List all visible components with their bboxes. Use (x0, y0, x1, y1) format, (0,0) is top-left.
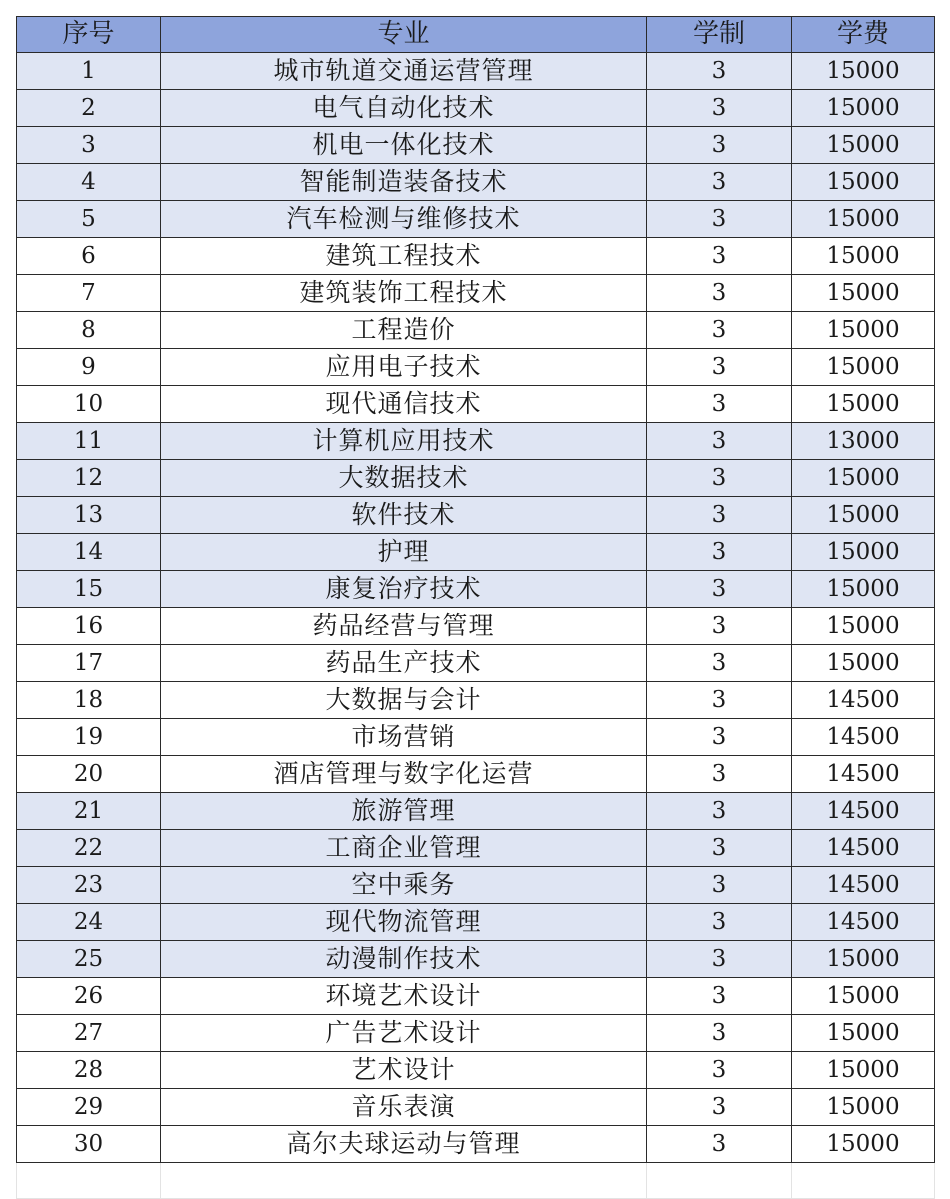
cell-major: 大数据与会计 (161, 682, 647, 719)
cell-major: 机电一体化技术 (161, 127, 647, 164)
cell-duration: 3 (647, 1089, 792, 1126)
header-major: 专业 (161, 17, 647, 53)
cell-tuition: 15000 (792, 1052, 935, 1089)
table-row (17, 90, 935, 127)
table-row (17, 978, 935, 1015)
cell-serial-number: 24 (17, 904, 161, 941)
cell-tuition: 14500 (792, 793, 935, 830)
cell-major: 建筑工程技术 (161, 238, 647, 275)
cell-duration: 3 (647, 645, 792, 682)
cell-tuition: 15000 (792, 978, 935, 1015)
cell-major: 应用电子技术 (161, 349, 647, 386)
cell-duration: 3 (647, 941, 792, 978)
cell-serial-number: 18 (17, 682, 161, 719)
cell-major: 大数据技术 (161, 460, 647, 497)
cell-tuition: 15000 (792, 645, 935, 682)
cell-serial-number: 4 (17, 164, 161, 201)
cell-serial-number: 17 (17, 645, 161, 682)
cell-major: 药品生产技术 (161, 645, 647, 682)
table-row (17, 534, 935, 571)
cell-serial-number: 12 (17, 460, 161, 497)
cell-major: 护理 (161, 534, 647, 571)
cell-duration: 3 (647, 349, 792, 386)
cell-tuition: 15000 (792, 238, 935, 275)
cell-tuition: 15000 (792, 608, 935, 645)
table-row (17, 904, 935, 941)
cell-major: 广告艺术设计 (161, 1015, 647, 1052)
cell-tuition: 14500 (792, 682, 935, 719)
cell-serial-number: 13 (17, 497, 161, 534)
cell-duration: 3 (647, 867, 792, 904)
header-serial-number: 序号 (17, 17, 161, 53)
table-row (17, 201, 935, 238)
cell-serial-number: 1 (17, 53, 161, 90)
cell-duration: 3 (647, 238, 792, 275)
tuition-table-sheet (16, 16, 934, 1199)
cell-serial-number: 21 (17, 793, 161, 830)
cell-tuition: 15000 (792, 312, 935, 349)
cell-major: 工程造价 (161, 312, 647, 349)
cell-duration: 3 (647, 756, 792, 793)
cell-tuition: 15000 (792, 201, 935, 238)
cell-serial-number: 29 (17, 1089, 161, 1126)
cell-serial-number: 20 (17, 756, 161, 793)
table-row (17, 867, 935, 904)
cell-duration: 3 (647, 571, 792, 608)
cell-serial-number: 25 (17, 941, 161, 978)
table-row (17, 423, 935, 460)
table-header-row (17, 17, 935, 53)
cell-major: 现代通信技术 (161, 386, 647, 423)
cell-tuition: 15000 (792, 164, 935, 201)
cell-duration: 3 (647, 127, 792, 164)
table-body (17, 53, 935, 1199)
empty-cell (792, 1163, 935, 1199)
table-row (17, 460, 935, 497)
table-row (17, 275, 935, 312)
cell-serial-number: 28 (17, 1052, 161, 1089)
cell-duration: 3 (647, 608, 792, 645)
cell-major: 城市轨道交通运营管理 (161, 53, 647, 90)
cell-tuition: 14500 (792, 867, 935, 904)
table-row (17, 164, 935, 201)
cell-major: 空中乘务 (161, 867, 647, 904)
cell-serial-number: 14 (17, 534, 161, 571)
cell-duration: 3 (647, 830, 792, 867)
cell-tuition: 15000 (792, 386, 935, 423)
cell-tuition: 15000 (792, 1015, 935, 1052)
empty-cell (647, 1163, 792, 1199)
empty-row (17, 1163, 935, 1199)
table-row (17, 830, 935, 867)
cell-duration: 3 (647, 1052, 792, 1089)
table-row (17, 719, 935, 756)
cell-tuition: 15000 (792, 1126, 935, 1163)
table-row (17, 1015, 935, 1052)
cell-major: 电气自动化技术 (161, 90, 647, 127)
cell-major: 建筑装饰工程技术 (161, 275, 647, 312)
cell-serial-number: 9 (17, 349, 161, 386)
cell-duration: 3 (647, 719, 792, 756)
cell-serial-number: 16 (17, 608, 161, 645)
cell-major: 工商企业管理 (161, 830, 647, 867)
cell-tuition: 14500 (792, 830, 935, 867)
tuition-table (16, 16, 935, 1199)
cell-duration: 3 (647, 386, 792, 423)
table-row (17, 53, 935, 90)
cell-serial-number: 8 (17, 312, 161, 349)
table-row (17, 349, 935, 386)
table-row (17, 941, 935, 978)
cell-tuition: 13000 (792, 423, 935, 460)
table-row (17, 571, 935, 608)
table-row (17, 1052, 935, 1089)
cell-duration: 3 (647, 201, 792, 238)
table-row (17, 127, 935, 164)
cell-tuition: 15000 (792, 90, 935, 127)
cell-duration: 3 (647, 164, 792, 201)
cell-tuition: 15000 (792, 53, 935, 90)
cell-serial-number: 22 (17, 830, 161, 867)
cell-serial-number: 15 (17, 571, 161, 608)
cell-major: 现代物流管理 (161, 904, 647, 941)
table-row (17, 1126, 935, 1163)
table-row (17, 608, 935, 645)
cell-serial-number: 6 (17, 238, 161, 275)
table-row (17, 793, 935, 830)
table-row (17, 645, 935, 682)
header-duration: 学制 (647, 17, 792, 53)
cell-tuition: 15000 (792, 941, 935, 978)
cell-serial-number: 11 (17, 423, 161, 460)
table-row (17, 1089, 935, 1126)
table-row (17, 497, 935, 534)
cell-major: 康复治疗技术 (161, 571, 647, 608)
cell-tuition: 15000 (792, 534, 935, 571)
cell-major: 计算机应用技术 (161, 423, 647, 460)
cell-duration: 3 (647, 1126, 792, 1163)
cell-duration: 3 (647, 534, 792, 571)
cell-serial-number: 26 (17, 978, 161, 1015)
header-tuition: 学费 (792, 17, 935, 53)
cell-duration: 3 (647, 53, 792, 90)
cell-major: 汽车检测与维修技术 (161, 201, 647, 238)
cell-duration: 3 (647, 423, 792, 460)
cell-serial-number: 27 (17, 1015, 161, 1052)
cell-tuition: 15000 (792, 127, 935, 164)
cell-major: 动漫制作技术 (161, 941, 647, 978)
cell-tuition: 15000 (792, 460, 935, 497)
cell-tuition: 14500 (792, 904, 935, 941)
cell-duration: 3 (647, 978, 792, 1015)
cell-tuition: 15000 (792, 275, 935, 312)
cell-major: 智能制造装备技术 (161, 164, 647, 201)
cell-major: 市场营销 (161, 719, 647, 756)
cell-serial-number: 5 (17, 201, 161, 238)
cell-major: 旅游管理 (161, 793, 647, 830)
cell-tuition: 15000 (792, 571, 935, 608)
cell-tuition: 15000 (792, 497, 935, 534)
cell-major: 药品经营与管理 (161, 608, 647, 645)
cell-major: 环境艺术设计 (161, 978, 647, 1015)
cell-duration: 3 (647, 497, 792, 534)
cell-major: 艺术设计 (161, 1052, 647, 1089)
table-row (17, 386, 935, 423)
cell-serial-number: 3 (17, 127, 161, 164)
cell-duration: 3 (647, 682, 792, 719)
empty-cell (161, 1163, 647, 1199)
cell-serial-number: 19 (17, 719, 161, 756)
cell-major: 音乐表演 (161, 1089, 647, 1126)
cell-duration: 3 (647, 904, 792, 941)
table-row (17, 756, 935, 793)
cell-serial-number: 2 (17, 90, 161, 127)
cell-duration: 3 (647, 1015, 792, 1052)
table-row (17, 682, 935, 719)
cell-duration: 3 (647, 460, 792, 497)
cell-serial-number: 23 (17, 867, 161, 904)
cell-duration: 3 (647, 793, 792, 830)
cell-serial-number: 7 (17, 275, 161, 312)
cell-duration: 3 (647, 275, 792, 312)
cell-tuition: 15000 (792, 1089, 935, 1126)
cell-tuition: 15000 (792, 349, 935, 386)
cell-major: 酒店管理与数字化运营 (161, 756, 647, 793)
cell-major: 软件技术 (161, 497, 647, 534)
cell-duration: 3 (647, 312, 792, 349)
cell-tuition: 14500 (792, 756, 935, 793)
table-row (17, 238, 935, 275)
cell-major: 高尔夫球运动与管理 (161, 1126, 647, 1163)
cell-serial-number: 10 (17, 386, 161, 423)
cell-tuition: 14500 (792, 719, 935, 756)
cell-serial-number: 30 (17, 1126, 161, 1163)
table-row (17, 312, 935, 349)
cell-duration: 3 (647, 90, 792, 127)
empty-cell (17, 1163, 161, 1199)
